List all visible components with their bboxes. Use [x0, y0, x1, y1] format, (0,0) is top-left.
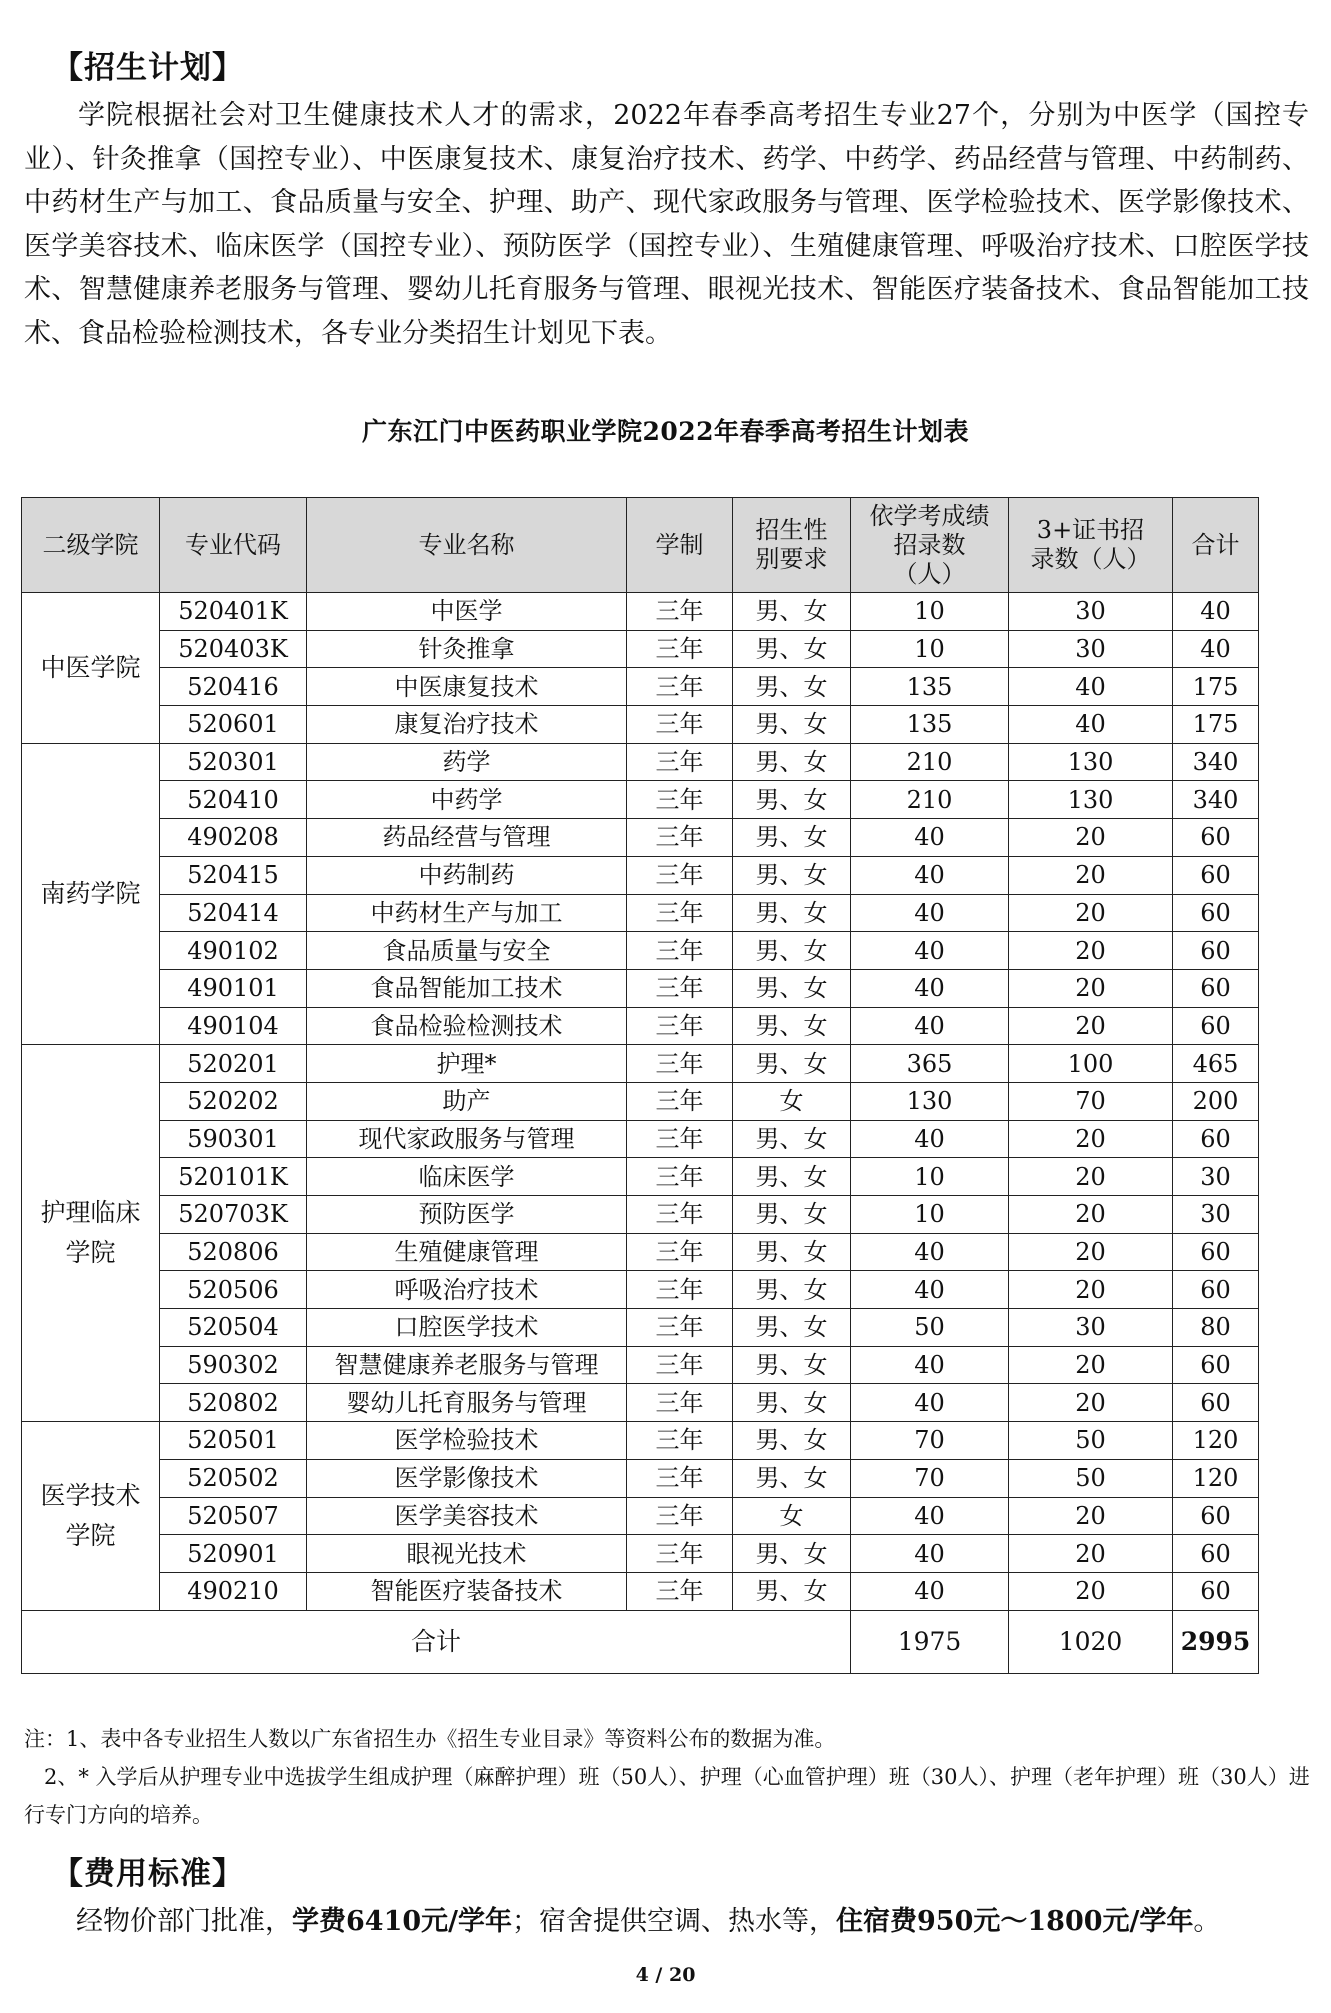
- row-total-cell: 40: [1173, 630, 1259, 668]
- row-total-cell: 60: [1173, 894, 1259, 932]
- cert-quota-cell: 30: [1009, 1309, 1173, 1347]
- cert-quota-cell: 20: [1009, 894, 1173, 932]
- cert-quota-cell: 20: [1009, 969, 1173, 1007]
- row-total-cell: 200: [1173, 1082, 1259, 1120]
- header-exam-quota: 依学考成绩招录数（人）: [851, 498, 1009, 593]
- exam-quota-cell: 40: [851, 894, 1009, 932]
- grand-total-cell: 2995: [1173, 1610, 1259, 1673]
- table-row: [22, 1346, 1259, 1384]
- total-exam-quota-cell: 1975: [851, 1610, 1009, 1673]
- gender-cell: 男、女: [733, 1045, 851, 1083]
- cert-quota-cell: 20: [1009, 819, 1173, 857]
- major-name-cell: 婴幼儿托育服务与管理: [307, 1384, 627, 1422]
- cert-quota-cell: 50: [1009, 1422, 1173, 1460]
- major-code-cell: 520802: [160, 1384, 307, 1422]
- gender-cell: 男、女: [733, 1309, 851, 1347]
- exam-quota-cell: 365: [851, 1045, 1009, 1083]
- major-code-cell: 520410: [160, 781, 307, 819]
- major-code-cell: 490104: [160, 1007, 307, 1045]
- cert-quota-cell: 20: [1009, 1497, 1173, 1535]
- major-name-cell: 中医康复技术: [307, 668, 627, 706]
- row-total-cell: 40: [1173, 593, 1259, 631]
- row-total-cell: 175: [1173, 706, 1259, 744]
- duration-cell: 三年: [627, 1082, 733, 1120]
- major-name-cell: 医学检验技术: [307, 1422, 627, 1460]
- cert-quota-cell: 100: [1009, 1045, 1173, 1083]
- duration-cell: 三年: [627, 593, 733, 631]
- major-code-cell: 520502: [160, 1459, 307, 1497]
- gender-cell: 男、女: [733, 894, 851, 932]
- duration-cell: 三年: [627, 969, 733, 1007]
- duration-cell: 三年: [627, 1196, 733, 1234]
- major-name-cell: 呼吸治疗技术: [307, 1271, 627, 1309]
- table-row: [22, 706, 1259, 744]
- exam-quota-cell: 40: [851, 1007, 1009, 1045]
- exam-quota-cell: 40: [851, 1572, 1009, 1610]
- cert-quota-cell: 20: [1009, 1572, 1173, 1610]
- cert-quota-cell: 130: [1009, 781, 1173, 819]
- row-total-cell: 60: [1173, 969, 1259, 1007]
- major-code-cell: 520501: [160, 1422, 307, 1460]
- major-code-cell: 520703K: [160, 1196, 307, 1234]
- exam-quota-cell: 210: [851, 743, 1009, 781]
- gender-cell: 男、女: [733, 856, 851, 894]
- intro-paragraph: 学院根据社会对卫生健康技术人才的需求，2022年春季高考招生专业27个，分别为中医学（国控专业）、针灸推拿（国控专业）、中医康复技术、康复治疗技术、药学、中药学、药品经营与管理、中药制药、中药材生产与加工、食品质量与安全、护理、助产、现代家政服务与管理、医学检验技术、医学影像技术、医学美容技术、临床医学（国控专业）、预防医学（国控专业）、生殖健康管理、呼吸治疗技术、口腔医学技术、智慧健康养老服务与管理、婴幼儿托育服务与管理、眼视光技术、智能医疗装备技术、食品智能加工技术、食品检验检测技术，各专业分类招生计划见下表。: [24, 100, 1309, 349]
- table-row: [22, 668, 1259, 706]
- major-name-cell: 生殖健康管理: [307, 1233, 627, 1271]
- table-row: [22, 781, 1259, 819]
- major-name-cell: 眼视光技术: [307, 1535, 627, 1573]
- duration-cell: 三年: [627, 1120, 733, 1158]
- duration-cell: 三年: [627, 630, 733, 668]
- major-name-cell: 医学影像技术: [307, 1459, 627, 1497]
- exam-quota-cell: 40: [851, 1535, 1009, 1573]
- table-header-row: [22, 498, 1259, 593]
- gender-cell: 女: [733, 1082, 851, 1120]
- tuition-fee: 学费6410元/学年: [292, 1906, 513, 1937]
- enrollment-plan-table: [21, 497, 1259, 1674]
- cert-quota-cell: 20: [1009, 1158, 1173, 1196]
- exam-quota-cell: 40: [851, 1346, 1009, 1384]
- row-total-cell: 60: [1173, 1346, 1259, 1384]
- table-row: [22, 1309, 1259, 1347]
- cert-quota-cell: 30: [1009, 593, 1173, 631]
- major-name-cell: 临床医学: [307, 1158, 627, 1196]
- row-total-cell: 80: [1173, 1309, 1259, 1347]
- gender-cell: 男、女: [733, 743, 851, 781]
- major-name-cell: 食品检验检测技术: [307, 1007, 627, 1045]
- cert-quota-cell: 20: [1009, 1196, 1173, 1234]
- table-row: [22, 1497, 1259, 1535]
- major-code-cell: 520416: [160, 668, 307, 706]
- gender-cell: 男、女: [733, 593, 851, 631]
- table-row: [22, 1384, 1259, 1422]
- table-row: [22, 856, 1259, 894]
- header-duration: 学制: [627, 498, 733, 593]
- gender-cell: 男、女: [733, 1535, 851, 1573]
- college-cell: 护理临床学院: [22, 1045, 160, 1422]
- table-row: [22, 969, 1259, 1007]
- gender-cell: 男、女: [733, 1271, 851, 1309]
- duration-cell: 三年: [627, 706, 733, 744]
- table-row: [22, 1233, 1259, 1271]
- row-total-cell: 60: [1173, 1535, 1259, 1573]
- total-cert-quota-cell: 1020: [1009, 1610, 1173, 1673]
- gender-cell: 男、女: [733, 706, 851, 744]
- major-name-cell: 药学: [307, 743, 627, 781]
- table-row: [22, 630, 1259, 668]
- gender-cell: 男、女: [733, 1459, 851, 1497]
- table-row: [22, 743, 1259, 781]
- exam-quota-cell: 40: [851, 1120, 1009, 1158]
- major-code-cell: 520806: [160, 1233, 307, 1271]
- gender-cell: 男、女: [733, 1158, 851, 1196]
- cert-quota-cell: 20: [1009, 1384, 1173, 1422]
- cert-quota-cell: 20: [1009, 1120, 1173, 1158]
- major-name-cell: 口腔医学技术: [307, 1309, 627, 1347]
- header-gender: 招生性别要求: [733, 498, 851, 593]
- duration-cell: 三年: [627, 743, 733, 781]
- major-code-cell: 490101: [160, 969, 307, 1007]
- gender-cell: 男、女: [733, 1233, 851, 1271]
- fee-text-1: 经物价部门批准，: [76, 1906, 292, 1937]
- gender-cell: 女: [733, 1497, 851, 1535]
- exam-quota-cell: 10: [851, 630, 1009, 668]
- major-code-cell: 520415: [160, 856, 307, 894]
- cert-quota-cell: 20: [1009, 1271, 1173, 1309]
- notes: [24, 1720, 1314, 1834]
- major-code-cell: 520504: [160, 1309, 307, 1347]
- major-name-cell: 中药制药: [307, 856, 627, 894]
- cert-quota-cell: 20: [1009, 1233, 1173, 1271]
- table-row: [22, 932, 1259, 970]
- major-code-cell: 520601: [160, 706, 307, 744]
- table-title: 广东江门中医药职业学院2022年春季高考招生计划表: [361, 417, 970, 446]
- row-total-cell: 60: [1173, 932, 1259, 970]
- major-code-cell: 520201: [160, 1045, 307, 1083]
- cert-quota-cell: 40: [1009, 706, 1173, 744]
- cert-quota-cell: 20: [1009, 932, 1173, 970]
- major-name-cell: 针灸推拿: [307, 630, 627, 668]
- major-code-cell: 520401K: [160, 593, 307, 631]
- exam-quota-cell: 70: [851, 1422, 1009, 1460]
- exam-quota-cell: 70: [851, 1459, 1009, 1497]
- duration-cell: 三年: [627, 1535, 733, 1573]
- duration-cell: 三年: [627, 1271, 733, 1309]
- cert-quota-cell: 30: [1009, 630, 1173, 668]
- college-cell: 南药学院: [22, 743, 160, 1045]
- major-code-cell: 520506: [160, 1271, 307, 1309]
- major-code-cell: 520101K: [160, 1158, 307, 1196]
- table-row: [22, 1535, 1259, 1573]
- header-cert-quota: 3+证书招录数（人）: [1009, 498, 1173, 593]
- major-code-cell: 490208: [160, 819, 307, 857]
- cert-quota-cell: 20: [1009, 1535, 1173, 1573]
- duration-cell: 三年: [627, 819, 733, 857]
- fee-text-3: 。: [1193, 1906, 1221, 1937]
- duration-cell: 三年: [627, 1422, 733, 1460]
- table-row: [22, 1082, 1259, 1120]
- total-row: [22, 1610, 1259, 1673]
- row-total-cell: 340: [1173, 781, 1259, 819]
- exam-quota-cell: 40: [851, 1384, 1009, 1422]
- row-total-cell: 120: [1173, 1422, 1259, 1460]
- duration-cell: 三年: [627, 1384, 733, 1422]
- cert-quota-cell: 70: [1009, 1082, 1173, 1120]
- table-body: [22, 593, 1259, 1674]
- cert-quota-cell: 20: [1009, 856, 1173, 894]
- note-1: 注：1、表中各专业招生人数以广东省招生办《招生专业目录》等资料公布的数据为准。: [24, 1727, 836, 1751]
- cert-quota-cell: 50: [1009, 1459, 1173, 1497]
- major-name-cell: 医学美容技术: [307, 1497, 627, 1535]
- row-total-cell: 120: [1173, 1459, 1259, 1497]
- note-2: 2、* 入学后从护理专业中选拔学生组成护理（麻醉护理）班（50人）、护理（心血管护理）班（30人）、护理（老年护理）班（30人）进行专门方向的培养。: [24, 1765, 1310, 1827]
- major-code-cell: 520301: [160, 743, 307, 781]
- major-name-cell: 现代家政服务与管理: [307, 1120, 627, 1158]
- duration-cell: 三年: [627, 894, 733, 932]
- header-major-code: 专业代码: [160, 498, 307, 593]
- duration-cell: 三年: [627, 1158, 733, 1196]
- header-total: 合计: [1173, 498, 1259, 593]
- gender-cell: 男、女: [733, 668, 851, 706]
- exam-quota-cell: 40: [851, 1497, 1009, 1535]
- major-code-cell: 520202: [160, 1082, 307, 1120]
- table-row: [22, 1120, 1259, 1158]
- major-name-cell: 食品质量与安全: [307, 932, 627, 970]
- gender-cell: 男、女: [733, 1007, 851, 1045]
- exam-quota-cell: 10: [851, 593, 1009, 631]
- row-total-cell: 30: [1173, 1158, 1259, 1196]
- table-row: [22, 593, 1259, 631]
- duration-cell: 三年: [627, 1572, 733, 1610]
- gender-cell: 男、女: [733, 969, 851, 1007]
- table-row: [22, 894, 1259, 932]
- exam-quota-cell: 210: [851, 781, 1009, 819]
- duration-cell: 三年: [627, 668, 733, 706]
- exam-quota-cell: 50: [851, 1309, 1009, 1347]
- gender-cell: 男、女: [733, 781, 851, 819]
- header-major-name: 专业名称: [307, 498, 627, 593]
- gender-cell: 男、女: [733, 1572, 851, 1610]
- major-name-cell: 智能医疗装备技术: [307, 1572, 627, 1610]
- major-code-cell: 490210: [160, 1572, 307, 1610]
- duration-cell: 三年: [627, 1459, 733, 1497]
- major-code-cell: 520901: [160, 1535, 307, 1573]
- gender-cell: 男、女: [733, 1346, 851, 1384]
- major-name-cell: 康复治疗技术: [307, 706, 627, 744]
- row-total-cell: 60: [1173, 1233, 1259, 1271]
- gender-cell: 男、女: [733, 630, 851, 668]
- table-row: [22, 819, 1259, 857]
- major-name-cell: 中医学: [307, 593, 627, 631]
- page-number: 4 / 20: [635, 1964, 696, 1986]
- gender-cell: 男、女: [733, 1422, 851, 1460]
- table-row: [22, 1158, 1259, 1196]
- table-row: [22, 1572, 1259, 1610]
- exam-quota-cell: 40: [851, 1271, 1009, 1309]
- college-cell: 医学技术学院: [22, 1422, 160, 1610]
- exam-quota-cell: 130: [851, 1082, 1009, 1120]
- exam-quota-cell: 40: [851, 819, 1009, 857]
- major-name-cell: 护理*: [307, 1045, 627, 1083]
- duration-cell: 三年: [627, 1045, 733, 1083]
- dorm-fee: 住宿费950元～1800元/学年: [836, 1906, 1194, 1937]
- row-total-cell: 465: [1173, 1045, 1259, 1083]
- table-row: [22, 1045, 1259, 1083]
- table-row: [22, 1459, 1259, 1497]
- duration-cell: 三年: [627, 781, 733, 819]
- major-name-cell: 食品智能加工技术: [307, 969, 627, 1007]
- header-college: 二级学院: [22, 498, 160, 593]
- table-row: [22, 1007, 1259, 1045]
- major-code-cell: 520414: [160, 894, 307, 932]
- gender-cell: 男、女: [733, 1120, 851, 1158]
- exam-quota-cell: 40: [851, 1233, 1009, 1271]
- table-row: [22, 1271, 1259, 1309]
- gender-cell: 男、女: [733, 1384, 851, 1422]
- exam-quota-cell: 10: [851, 1158, 1009, 1196]
- table-row: [22, 1422, 1259, 1460]
- gender-cell: 男、女: [733, 1196, 851, 1234]
- section-heading-fee-standard: 【费用标准】: [52, 1856, 244, 1892]
- row-total-cell: 60: [1173, 856, 1259, 894]
- duration-cell: 三年: [627, 856, 733, 894]
- duration-cell: 三年: [627, 1233, 733, 1271]
- cert-quota-cell: 20: [1009, 1007, 1173, 1045]
- major-code-cell: 590302: [160, 1346, 307, 1384]
- duration-cell: 三年: [627, 932, 733, 970]
- major-code-cell: 520507: [160, 1497, 307, 1535]
- major-name-cell: 智慧健康养老服务与管理: [307, 1346, 627, 1384]
- duration-cell: 三年: [627, 1007, 733, 1045]
- row-total-cell: 60: [1173, 1497, 1259, 1535]
- row-total-cell: 340: [1173, 743, 1259, 781]
- fee-text-2: ；宿舍提供空调、热水等，: [512, 1906, 837, 1937]
- major-name-cell: 助产: [307, 1082, 627, 1120]
- major-name-cell: 预防医学: [307, 1196, 627, 1234]
- college-cell: 中医学院: [22, 593, 160, 744]
- row-total-cell: 60: [1173, 819, 1259, 857]
- cert-quota-cell: 40: [1009, 668, 1173, 706]
- row-total-cell: 175: [1173, 668, 1259, 706]
- exam-quota-cell: 135: [851, 668, 1009, 706]
- row-total-cell: 30: [1173, 1196, 1259, 1234]
- section-heading-enrollment-plan: 【招生计划】: [52, 50, 244, 86]
- duration-cell: 三年: [627, 1346, 733, 1384]
- major-name-cell: 药品经营与管理: [307, 819, 627, 857]
- exam-quota-cell: 40: [851, 856, 1009, 894]
- cert-quota-cell: 130: [1009, 743, 1173, 781]
- total-label-cell: 合计: [22, 1610, 851, 1673]
- exam-quota-cell: 10: [851, 1196, 1009, 1234]
- gender-cell: 男、女: [733, 819, 851, 857]
- cert-quota-cell: 20: [1009, 1346, 1173, 1384]
- row-total-cell: 60: [1173, 1384, 1259, 1422]
- exam-quota-cell: 40: [851, 932, 1009, 970]
- row-total-cell: 60: [1173, 1007, 1259, 1045]
- row-total-cell: 60: [1173, 1120, 1259, 1158]
- exam-quota-cell: 40: [851, 969, 1009, 1007]
- duration-cell: 三年: [627, 1309, 733, 1347]
- major-name-cell: 中药学: [307, 781, 627, 819]
- exam-quota-cell: 135: [851, 706, 1009, 744]
- table-row: [22, 1196, 1259, 1234]
- major-code-cell: 590301: [160, 1120, 307, 1158]
- major-name-cell: 中药材生产与加工: [307, 894, 627, 932]
- row-total-cell: 60: [1173, 1271, 1259, 1309]
- duration-cell: 三年: [627, 1497, 733, 1535]
- major-code-cell: 520403K: [160, 630, 307, 668]
- row-total-cell: 60: [1173, 1572, 1259, 1610]
- major-code-cell: 490102: [160, 932, 307, 970]
- fee-paragraph: [76, 1899, 1220, 1938]
- gender-cell: 男、女: [733, 932, 851, 970]
